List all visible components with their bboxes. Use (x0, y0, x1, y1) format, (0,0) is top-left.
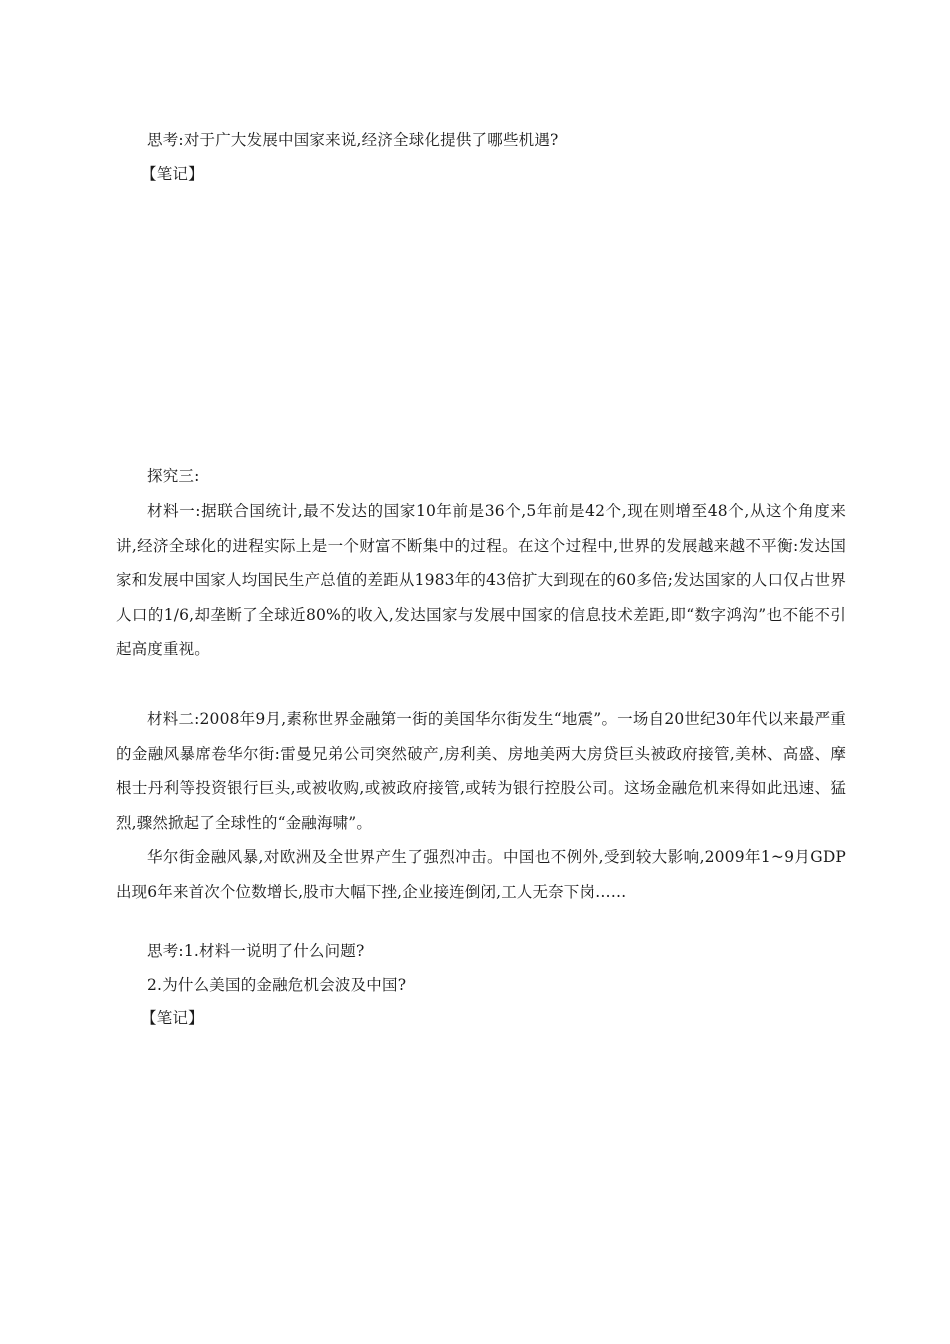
material-two-paragraph: 材料二:2008年9月,素称世界金融第一街的美国华尔街发生“地震”。一场自20世纪30年代以来最严重的金融风暴席卷华尔街:雷曼兄弟公司突然破产,房利美、房地美两大房贷巨头被政府接管,美林、高盛、摩根士丹利等投资银行巨头,或被收购,或被政府接管,或转为银行控股公司。这场金融危机来得如此迅速、猛烈,骤然掀起了全球性的“金融海啸”。 (116, 710, 846, 832)
question-one: 思考:1.材料一说明了什么问题? (147, 942, 365, 960)
note-label-2: 【笔记】 (141, 1009, 204, 1027)
question-opportunities: 思考:对于广大发展中国家来说,经济全球化提供了哪些机遇? (147, 131, 559, 149)
material-one-paragraph: 材料一:据联合国统计,最不发达的国家10年前是36个,5年前是42个,现在则增至48个,从这个角度来讲,经济全球化的进程实际上是一个财富不断集中的过程。在这个过程中,世界的发展越来越不平衡:发达国家和发展中国家人均国民生产总值的差距从1983年的43倍扩大到现在的60多倍;发达国家的人口仅占世界人口的1/6,却垄断了全球近80%的收入,发达国家与发展中国家的信息技术差距,即“数字鸿沟”也不能不引起高度重视。 (116, 502, 846, 659)
material-three-paragraph: 华尔街金融风暴,对欧洲及全世界产生了强烈冲击。中国也不例外,受到较大影响,2009年1~9月GDP出现6年来首次个位数增长,股市大幅下挫,企业接连倒闭,工人无奈下岗…… (116, 848, 846, 901)
note-label-1: 【笔记】 (141, 165, 204, 183)
question-two: 2.为什么美国的金融危机会波及中国? (147, 976, 407, 994)
section-title: 探究三: (147, 467, 200, 485)
